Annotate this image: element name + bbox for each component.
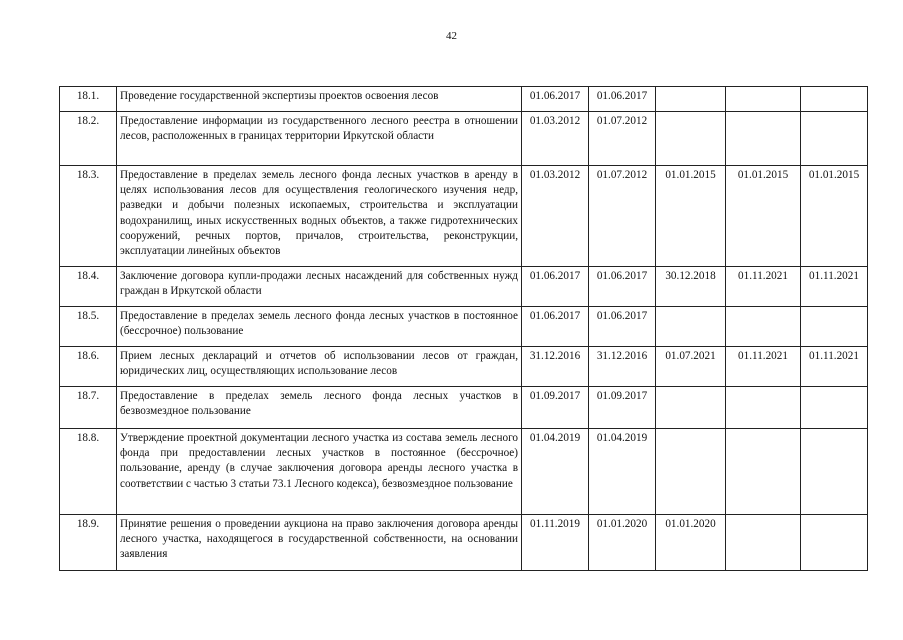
table-row	[60, 387, 868, 429]
date-cell	[801, 515, 868, 571]
row-number: 18.6.	[60, 347, 117, 387]
date-cell	[726, 307, 801, 347]
row-number: 18.5.	[60, 307, 117, 347]
row-number: 18.4.	[60, 267, 117, 307]
table-row	[60, 347, 868, 387]
date-cell: 01.11.2021	[801, 267, 868, 307]
table-row	[60, 87, 868, 112]
date-cell	[801, 87, 868, 112]
date-cell: 01.11.2019	[522, 515, 589, 571]
row-number: 18.8.	[60, 429, 117, 515]
row-description: Предоставление в пределах земель лесного фонда лесных участков в безвозмездное пользование	[117, 387, 522, 429]
row-number: 18.3.	[60, 166, 117, 267]
date-cell: 01.06.2017	[522, 267, 589, 307]
row-number: 18.1.	[60, 87, 117, 112]
date-cell: 31.12.2016	[522, 347, 589, 387]
table-row	[60, 307, 868, 347]
date-cell: 01.06.2017	[589, 267, 656, 307]
date-cell: 01.06.2017	[589, 307, 656, 347]
row-number: 18.2.	[60, 112, 117, 166]
date-cell	[801, 112, 868, 166]
row-description: Утверждение проектной документации лесного участка из состава земель лесного фонда при предоставлении лесных участков в постоянное (бессрочное) пользование, аренду (в случае заключения договора аренды лесного участка в соответствии с частью 3 статьи 73.1 Лесного кодекса), безвозмездное пользование	[117, 429, 522, 515]
table-row	[60, 515, 868, 571]
date-cell: 31.12.2016	[589, 347, 656, 387]
date-cell: 01.06.2017	[589, 87, 656, 112]
table-row	[60, 429, 868, 515]
date-cell: 01.07.2012	[589, 112, 656, 166]
services-table	[59, 86, 868, 571]
date-cell	[801, 387, 868, 429]
date-cell: 01.11.2021	[726, 347, 801, 387]
date-cell: 01.01.2020	[589, 515, 656, 571]
date-cell: 01.09.2017	[589, 387, 656, 429]
date-cell	[656, 387, 726, 429]
date-cell	[726, 429, 801, 515]
row-description: Заключение договора купли-продажи лесных насаждений для собственных нужд граждан в Иркутской области	[117, 267, 522, 307]
row-description: Предоставление в пределах земель лесного фонда лесных участков в постоянное (бессрочное) пользование	[117, 307, 522, 347]
row-description: Принятие решения о проведении аукциона на право заключения договора аренды лесного участка, находящегося в государственной собственности, на основании заявления	[117, 515, 522, 571]
date-cell	[801, 429, 868, 515]
date-cell	[656, 112, 726, 166]
date-cell	[656, 87, 726, 112]
date-cell: 01.07.2012	[589, 166, 656, 267]
date-cell	[726, 87, 801, 112]
row-number: 18.7.	[60, 387, 117, 429]
date-cell: 01.01.2015	[726, 166, 801, 267]
date-cell	[801, 307, 868, 347]
row-description: Прием лесных деклараций и отчетов об использовании лесов от граждан, юридических лиц, осуществляющих использование лесов	[117, 347, 522, 387]
row-description: Предоставление информации из государственного лесного реестра в отношении лесов, расположенных в границах территории Иркутской области	[117, 112, 522, 166]
date-cell: 01.06.2017	[522, 307, 589, 347]
date-cell: 01.06.2017	[522, 87, 589, 112]
date-cell: 01.11.2021	[726, 267, 801, 307]
date-cell: 01.01.2015	[801, 166, 868, 267]
table-row	[60, 267, 868, 307]
date-cell: 01.07.2021	[656, 347, 726, 387]
table-row	[60, 166, 868, 267]
page-number: 42	[446, 30, 457, 42]
date-cell	[726, 515, 801, 571]
date-cell: 01.01.2020	[656, 515, 726, 571]
date-cell: 01.04.2019	[522, 429, 589, 515]
date-cell: 01.04.2019	[589, 429, 656, 515]
date-cell	[726, 387, 801, 429]
date-cell: 01.03.2012	[522, 166, 589, 267]
date-cell	[726, 112, 801, 166]
table-row	[60, 112, 868, 166]
row-description: Предоставление в пределах земель лесного фонда лесных участков в аренду в целях использования лесов для осуществления геологического изучения недр, разведки и добычи полезных ископаемых, строительства и эксплуатации водохранилищ, иных искусственных водных объектов, а также гидротехнических сооружений, речных портов, причалов, строительства, реконструкции, эксплуатации линейных объектов	[117, 166, 522, 267]
date-cell: 01.01.2015	[656, 166, 726, 267]
date-cell: 30.12.2018	[656, 267, 726, 307]
date-cell: 01.09.2017	[522, 387, 589, 429]
date-cell	[656, 429, 726, 515]
row-number: 18.9.	[60, 515, 117, 571]
date-cell	[656, 307, 726, 347]
row-description: Проведение государственной экспертизы проектов освоения лесов	[117, 87, 522, 112]
date-cell: 01.03.2012	[522, 112, 589, 166]
date-cell: 01.11.2021	[801, 347, 868, 387]
